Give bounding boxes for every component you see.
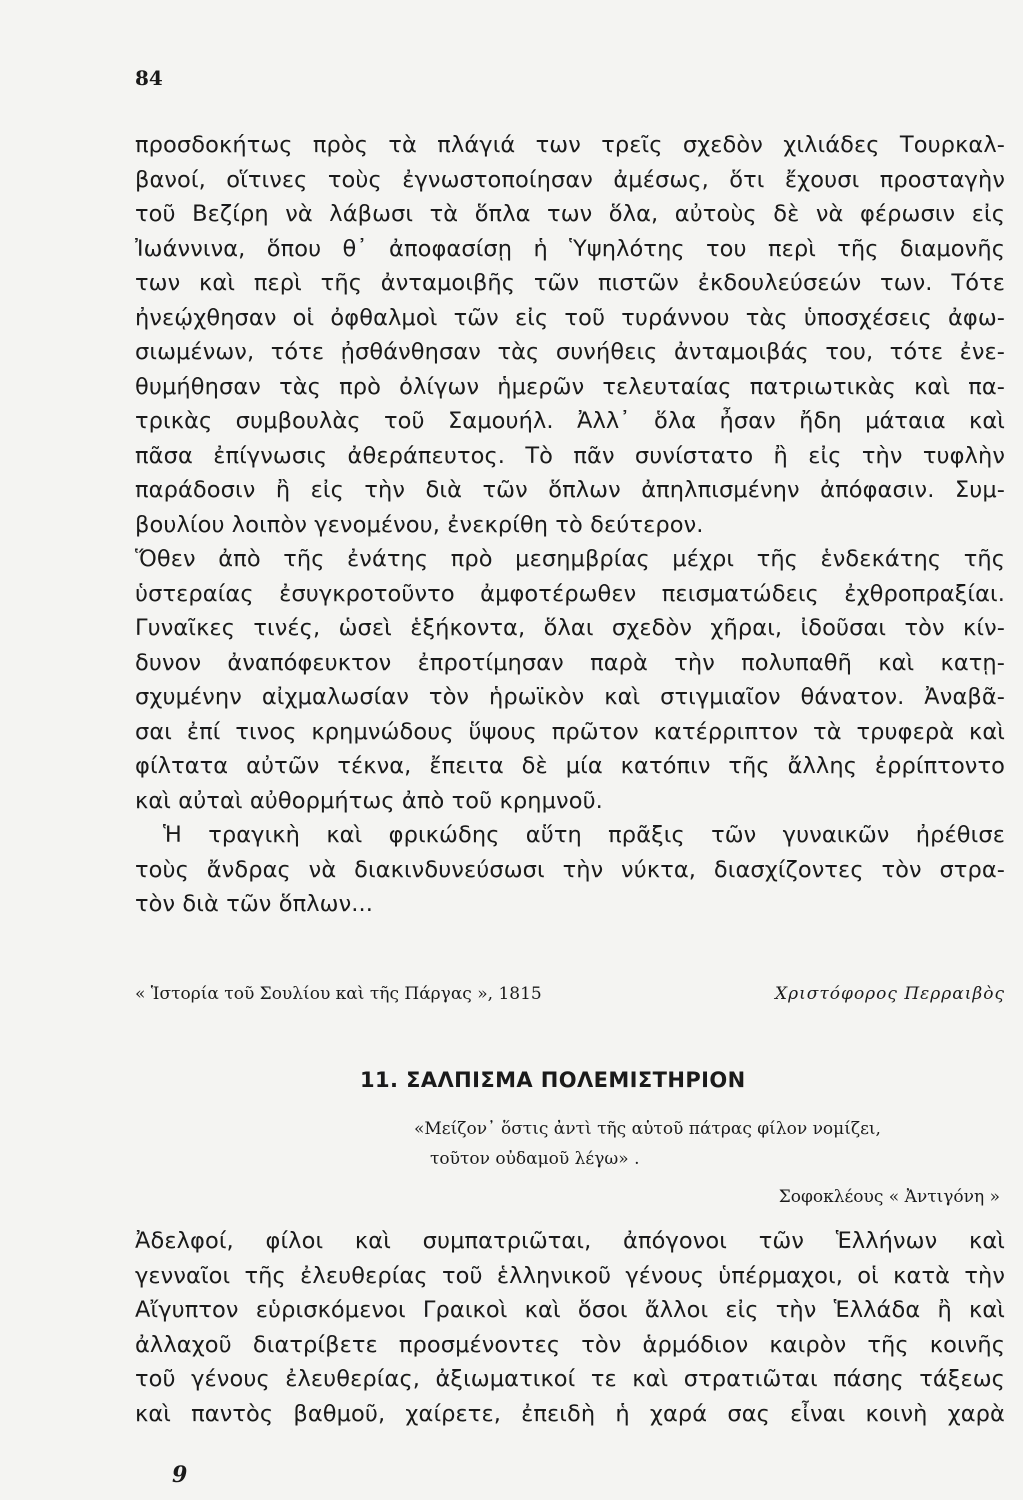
signature-mark: 9 bbox=[172, 1462, 188, 1488]
text-line: τοὺς ἄνδρας νὰ διακινδυνεύσωσι τὴν νύκτα, διασχίζοντες τὸν στρα- bbox=[135, 856, 1005, 883]
text-line: τοῦ Βεζίρη νὰ λάβωσι τὰ ὅπλα των ὅλα, αὐτοὺς δὲ νὰ φέρωσιν εἰς bbox=[135, 201, 1005, 227]
proclamation-paragraph bbox=[135, 1224, 1005, 1431]
epigraph-source: Σοφοκλέους « Ἀντιγόνη » bbox=[778, 1187, 1000, 1207]
text-line: πᾶσα ἐπίγνωσις ἀθεράπευτος. Τὸ πᾶν συνίστατο ἢ εἰς τὴν τυφλὴν bbox=[135, 442, 1005, 469]
citation-author: Χριστόφορος Περραιβὸς bbox=[775, 984, 1005, 1004]
text-line: δυνον ἀναπόφευκτον ἐπροτίμησαν παρὰ τὴν πολυπαθῆ καὶ κατῃ- bbox=[135, 649, 1005, 676]
section-heading: 11. ΣΑΛΠΙΣΜΑ ΠΟΛΕΜΙΣΤΗΡΙΟΝ bbox=[360, 1068, 746, 1092]
text-line: τοῦ γένους ἐλευθερίας, ἀξιωματικοί τε καὶ στρατιῶται πάσης τάξεως bbox=[135, 1366, 1005, 1392]
text-line: ἠνεῴχθησαν οἱ ὀφθαλμοὶ τῶν εἰς τοῦ τυράννου τὰς ὑποσχέσεις ἀφω- bbox=[135, 304, 1005, 331]
text-line: βανοί, οἵτινες τοὺς ἐγνωστοποίησαν ἀμέσως, ὅτι ἔχουσι προσταγὴν bbox=[135, 166, 1005, 193]
source-citation bbox=[135, 984, 1005, 1004]
epigraph bbox=[414, 1114, 1004, 1212]
text-line: προσδοκήτως πρὸς τὰ πλάγιά των τρεῖς σχεδὸν χιλιάδες Τουρκαλ- bbox=[135, 132, 1005, 158]
text-line: Αἴγυπτον εὑρισκόμενοι Γραικοὶ καὶ ὅσοι ἄλλοι εἰς τὴν Ἑλλάδα ἢ καὶ bbox=[135, 1297, 1005, 1323]
text-line: ὑστεραίας ἐσυγκροτοῦντο ἀμφοτέρωθεν πεισματώδεις ἐχθροπραξίαι. bbox=[135, 580, 1005, 607]
epigraph-quote-line: τοῦτον οὐδαμοῦ λέγω» . bbox=[430, 1149, 640, 1169]
citation-source: « Ἱστορία τοῦ Σουλίου καὶ τῆς Πάργας », 1815 bbox=[135, 984, 542, 1004]
text-line: καὶ αὐταὶ αὐθορμήτως ἀπὸ τοῦ κρημνοῦ. bbox=[135, 787, 603, 814]
text-line: Ἀδελφοί, φίλοι καὶ συμπατριῶται, ἀπόγονοι τῶν Ἑλλήνων καὶ bbox=[135, 1228, 1005, 1254]
text-line: σιωμένων, τότε ᾐσθάνθησαν τὰς συνήθεις ἀνταμοιβάς του, τότε ἐνε- bbox=[135, 339, 1005, 365]
narrative-paragraphs bbox=[135, 128, 1005, 922]
text-line: Ἡ τραγικὴ καὶ φρικώδης αὕτη πρᾶξις τῶν γυναικῶν ἠρέθισε bbox=[163, 822, 1005, 848]
text-line: βουλίου λοιπὸν γενομένου, ἐνεκρίθη τὸ δεύτερον. bbox=[135, 511, 704, 538]
text-line: τὸν διὰ τῶν ὅπλων... bbox=[135, 891, 373, 917]
epigraph-quote-line: «Μείζον᾽ ὅστις ἀντὶ τῆς αὑτοῦ πάτρας φίλον νομίζει, bbox=[414, 1119, 881, 1139]
text-line: παράδοσιν ἢ εἰς τὴν διὰ τῶν ὅπλων ἀπηλπισμένην ἀπόφασιν. Συμ- bbox=[135, 477, 1005, 503]
text-line: φίλτατα αὐτῶν τέκνα, ἔπειτα δὲ μία κατόπιν τῆς ἄλλης ἐρρίπτοντο bbox=[135, 753, 1005, 779]
text-line: σαι ἐπί τινος κρημνώδους ὕψους πρῶτον κατέρριπτον τὰ τρυφερὰ καὶ bbox=[135, 718, 1005, 745]
text-line: Γυναῖκες τινές, ὡσεὶ ἑξήκοντα, ὅλαι σχεδὸν χῆραι, ἰδοῦσαι τὸν κίν- bbox=[135, 615, 1005, 641]
text-line: τρικὰς συμβουλὰς τοῦ Σαμουήλ. Ἀλλ᾽ ὅλα ἦσαν ἤδη μάταια καὶ bbox=[135, 408, 1005, 434]
text-line: γενναῖοι τῆς ἐλευθερίας τοῦ ἑλληνικοῦ γένους ὑπέρμαχοι, οἱ κατὰ τὴν bbox=[135, 1262, 1005, 1289]
page-number: 84 bbox=[135, 66, 163, 90]
text-line: των καὶ περὶ τῆς ἀνταμοιβῆς τῶν πιστῶν ἐκδουλεύσεών των. Τότε bbox=[135, 270, 1005, 296]
text-line: σχυμένην αἰχμαλωσίαν τὸν ἡρωϊκὸν καὶ στιγμιαῖον θάνατον. Ἀναβᾶ- bbox=[135, 684, 1005, 710]
text-line: θυμήθησαν τὰς πρὸ ὀλίγων ἡμερῶν τελευταίας πατριωτικὰς καὶ πα- bbox=[135, 373, 1005, 400]
text-line: ἀλλαχοῦ διατρίβετε προσμένοντες τὸν ἁρμόδιον καιρὸν τῆς κοινῆς bbox=[135, 1331, 1005, 1358]
text-line: Ἰωάννινα, ὅπου θ᾽ ἀποφασίσῃ ἡ Ὑψηλότης του περὶ τῆς διαμονῆς bbox=[135, 235, 1005, 262]
text-line: καὶ παντὸς βαθμοῦ, χαίρετε, ἐπειδὴ ἡ χαρά σας εἶναι κοινὴ χαρὰ bbox=[135, 1400, 1005, 1427]
text-line: Ὅθεν ἀπὸ τῆς ἐνάτης πρὸ μεσημβρίας μέχρι τῆς ἑνδεκάτης τῆς bbox=[135, 546, 1005, 572]
